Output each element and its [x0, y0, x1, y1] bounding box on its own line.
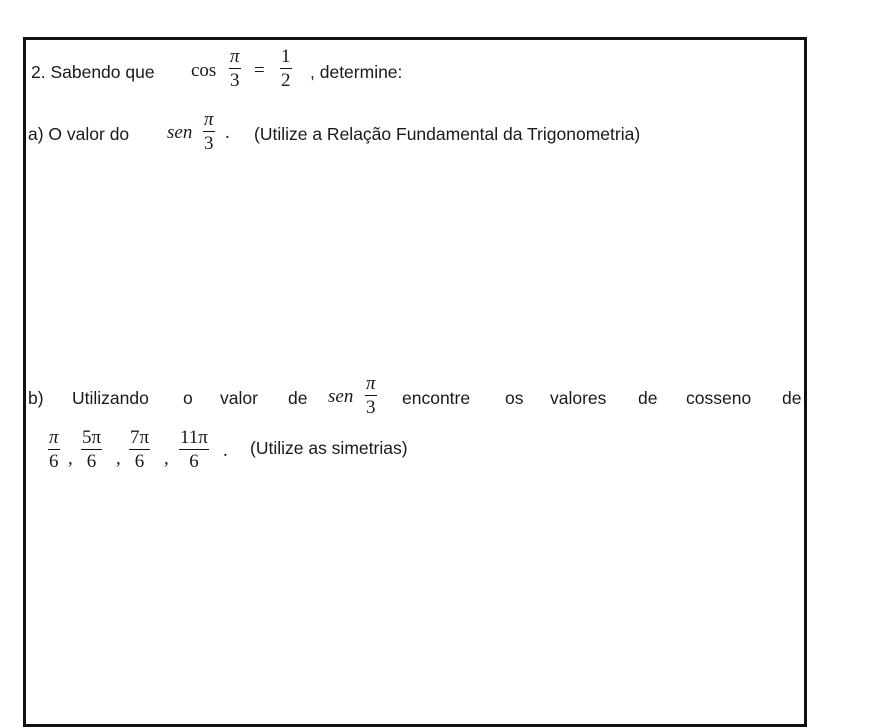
- question-suffix: , determine:: [310, 62, 403, 82]
- period: .: [225, 122, 230, 143]
- word: o: [183, 388, 193, 408]
- word: valores: [550, 388, 607, 408]
- comma: ,: [164, 448, 169, 469]
- fraction-one-half: 1 2: [281, 46, 291, 92]
- word: de: [288, 388, 308, 408]
- fraction-pi-over-3: π 3: [366, 373, 376, 419]
- fraction-pi-over-3: π 3: [204, 109, 214, 155]
- period: .: [223, 440, 228, 461]
- part-b-label: b): [28, 388, 44, 408]
- word: encontre: [402, 388, 471, 408]
- question-prefix: 2. Sabendo que: [31, 62, 155, 82]
- word: os: [505, 388, 524, 408]
- sen-function: sen: [167, 122, 193, 143]
- word: de: [782, 388, 802, 408]
- word: cosseno: [686, 388, 752, 408]
- equals-sign: =: [254, 60, 265, 81]
- part-a-hint: (Utilize a Relação Fundamental da Trigonometria): [254, 124, 641, 144]
- word: valor: [220, 388, 258, 408]
- comma: ,: [68, 448, 73, 469]
- question-sheet: [23, 37, 807, 727]
- part-a-prefix: a) O valor do: [28, 124, 130, 144]
- fraction-pi-over-3: π 3: [230, 46, 240, 92]
- fraction-11pi-over-6: 11π 6: [180, 427, 208, 473]
- part-b-hint: (Utilize as simetrias): [250, 438, 408, 458]
- fraction-pi-over-6: π 6: [49, 427, 59, 473]
- fraction-5pi-over-6: 5π 6: [82, 427, 102, 473]
- word: Utilizando: [72, 388, 149, 408]
- sen-function: sen: [328, 386, 354, 407]
- word: de: [638, 388, 658, 408]
- cos-function: cos: [191, 60, 217, 81]
- fraction-7pi-over-6: 7π 6: [130, 427, 150, 473]
- comma: ,: [116, 448, 121, 469]
